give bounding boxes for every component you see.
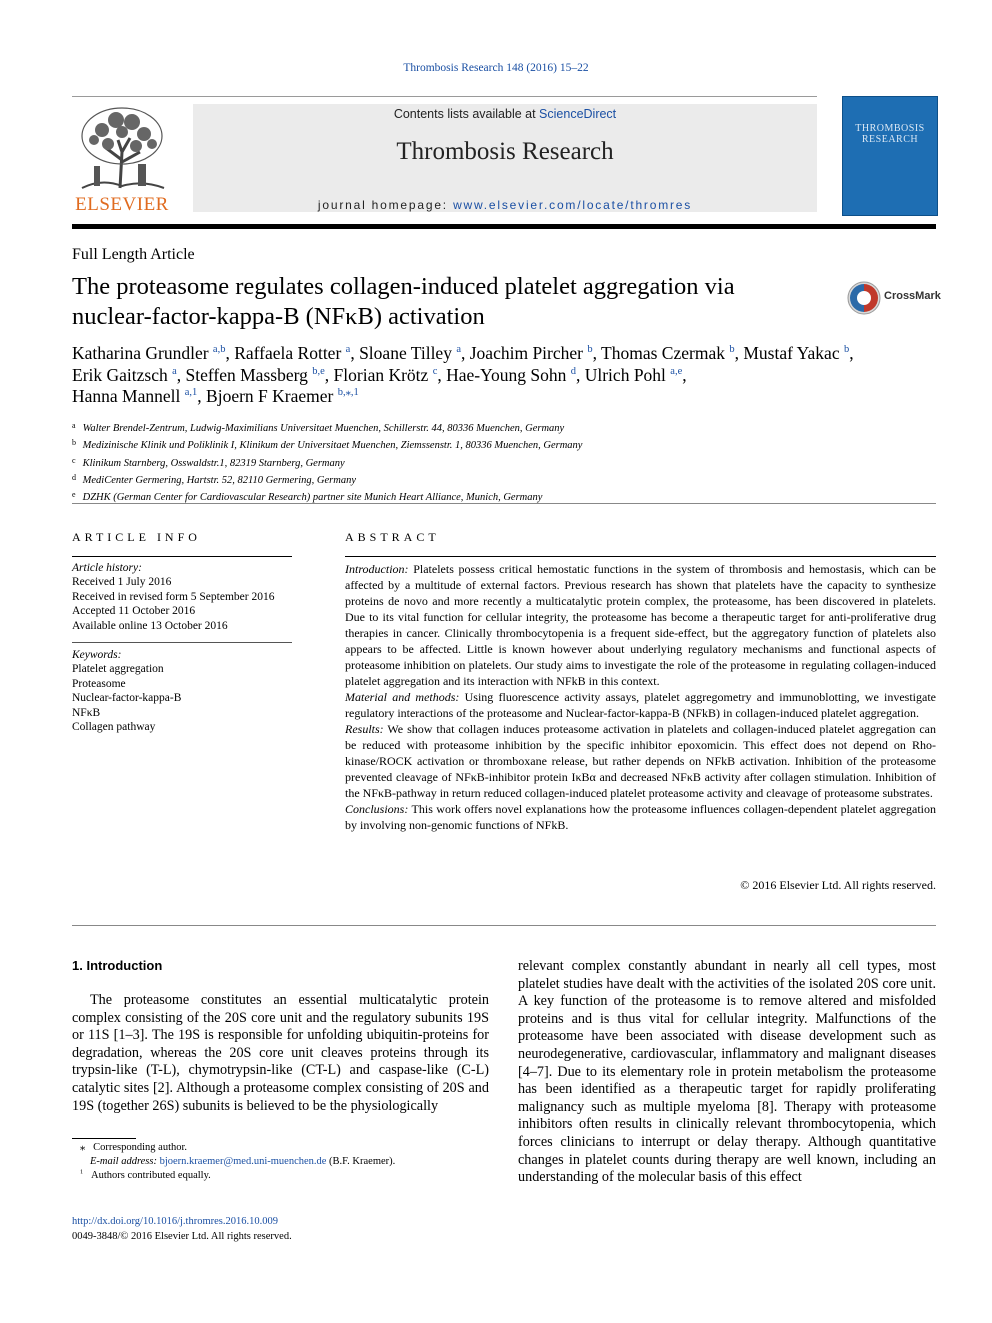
author-affiliation-marker[interactable]: b,e: [312, 365, 325, 377]
abstract-rule: [345, 556, 936, 557]
affiliation-c: [72, 454, 932, 471]
author-name[interactable]: Ulrich Pohl: [584, 364, 666, 385]
keyword[interactable]: Collagen pathway: [72, 721, 156, 734]
journal-title: Thrombosis Research: [396, 138, 614, 165]
page-footer: [72, 1215, 292, 1244]
keyword[interactable]: Platelet aggregation: [72, 663, 164, 676]
footnote-equal-contribution: [72, 1169, 492, 1183]
footnotes: [72, 1141, 492, 1183]
author-name[interactable]: Mustaf Yakac: [743, 343, 840, 363]
email-link[interactable]: bjoern.kraemer@med.uni-muenchen.de: [159, 1156, 327, 1167]
email-label: E-mail address:: [90, 1156, 157, 1167]
affiliation-rule: [72, 503, 936, 504]
history-online: Available online 13 October 2016: [72, 619, 228, 632]
contents-line: [193, 107, 817, 121]
keywords-heading: Keywords:: [72, 649, 122, 661]
affiliation-text: DZHK (German Center for Cardiovascular Research) partner site Munich Heart Alliance, Munich, Germany: [82, 492, 543, 504]
section-heading-introduction: 1. Introduction: [72, 958, 163, 973]
abstract-body: [345, 561, 936, 833]
author-affiliation-marker[interactable]: c: [432, 365, 438, 377]
footnote-corresponding: [72, 1141, 492, 1155]
journal-cover-thumbnail[interactable]: [842, 96, 938, 216]
abstract-text: Using fluorescence activity assays, platelet aggregometry and immunoblotting, we investigate regulatory interactions of the proteasome and Nuclear-factor-kappa-B (NFkB) in collagen-induced platelet aggregation.: [345, 690, 936, 720]
footnote-rule: [72, 1138, 136, 1139]
history-accepted: Accepted 11 October 2016: [72, 605, 196, 618]
article-title: [72, 272, 832, 332]
body-column-left: [72, 992, 489, 1115]
author-name[interactable]: Katharina Grundler: [72, 343, 209, 363]
history-revised: Received in revised form 5 September 2016: [72, 590, 275, 603]
affiliation-d: [72, 471, 932, 488]
author-affiliation-marker[interactable]: a: [345, 344, 351, 356]
affiliation-key: e: [72, 490, 76, 500]
keyword[interactable]: NFκB: [72, 706, 101, 719]
journal-citation-link[interactable]: Thrombosis Research 148 (2016) 15–22: [403, 62, 589, 74]
author-affiliation-marker[interactable]: d: [570, 365, 576, 377]
abstract-conclusions: [345, 801, 936, 833]
article-type: Full Length Article: [72, 246, 195, 263]
doi-link[interactable]: http://dx.doi.org/10.1016/j.thromres.2016.10.009: [72, 1216, 279, 1227]
sciencedirect-link[interactable]: ScienceDirect: [539, 107, 617, 121]
abstract-introduction: [345, 561, 936, 689]
author-name[interactable]: Steffen Massberg: [185, 364, 308, 385]
body-column-right: [518, 958, 936, 1187]
body-paragraph: The proteasome constitutes an essential multicatalytic protein complex consisting of the 20S core unit and the regulatory subunits 19S or 11S [1–3]. The 19S is responsible for unfolding ubiquitin-proteins for degradation, whereas the 20S core unit cleaves proteins through its trypsin-like (T-L), chymotrypsin-like (CT-L) and caspase-like (C-L) catalytic sites [2]. Although a proteasome complex consisting of 20S and 19S (together 26S) subunits is believed to be the physiologically: [72, 992, 489, 1114]
abstract-label: Results:: [345, 722, 384, 736]
author-affiliation-marker[interactable]: a: [172, 365, 177, 377]
keyword[interactable]: Proteasome: [72, 677, 126, 690]
keywords-rule: [72, 642, 292, 643]
author-name[interactable]: Hae-Young Sohn: [446, 364, 567, 385]
author-line-3: Hanna Mannell $^{a,1}$, Bjoern F Kraemer $^{b,⁎,1}$: [72, 386, 359, 407]
homepage-link[interactable]: www.elsevier.com/locate/thromres: [453, 198, 693, 212]
header-top-rule: [72, 96, 817, 97]
elsevier-logo: [72, 100, 172, 216]
keywords-block: [72, 648, 292, 734]
affiliation-b: [72, 436, 932, 453]
author-name[interactable]: Thomas Czermak: [601, 343, 725, 363]
author-affiliation-marker[interactable]: a: [456, 344, 461, 356]
abstract-copyright: © 2016 Elsevier Ltd. All rights reserved.: [740, 878, 936, 892]
affiliation-key: a: [72, 421, 76, 430]
abstract-label: Material and methods:: [345, 690, 460, 704]
abstract-label: Introduction:: [345, 562, 409, 576]
abstract-results: [345, 721, 936, 801]
homepage-prefix: journal homepage:: [317, 198, 454, 212]
footnote-mark: ⁎: [80, 1142, 86, 1153]
article-info-rule: [72, 556, 292, 557]
author-affiliation-marker[interactable]: b,⁎,1: [337, 387, 359, 399]
affiliation-a: [72, 419, 932, 436]
issn-line: 0049-3848/© 2016 Elsevier Ltd. All rights reserved.: [72, 1230, 292, 1242]
cover-title: THROMBOSIS RESEARCH: [855, 123, 925, 145]
keyword[interactable]: Nuclear-factor-kappa-B: [72, 692, 182, 705]
footnote-text: Corresponding author.: [93, 1142, 188, 1153]
author-affiliation-marker[interactable]: a,1: [184, 387, 198, 399]
affiliation-text: MediCenter Germering, Hartstr. 52, 82110 Germering, Germany: [82, 474, 356, 486]
email-suffix: (B.F. Kraemer).: [326, 1156, 396, 1167]
author-affiliation-marker[interactable]: a,e: [670, 365, 683, 377]
abstract-text: We show that collagen induces proteasome activation in platelets and collagen-induced platelet aggregation can be reduced with proteasome inhibition by the specific inhibitor epoxomicin. This effect does not depend on Rho-kinase/ROCK activation or thromboxane release, but rather depends on NFkB activation. Inhibition of the proteasome prevented cleavage of NFκB-inhibitor protein IκBα and decreased NFκB activity after collagen stimulation. Inhibition of the NFκB-pathway in return reduced collagen-induced platelet proteasome activity and cleavage of proteasome substrates.: [345, 722, 936, 800]
body-paragraph: relevant complex constantly abundant in nearly all cell types, most platelet studies have dealt with the activities of the isolated 20S core unit. A key function of the proteasome is to remove altered and misfolded proteins and is thus vital for cellular integrity. Malfunctions of the proteasome have been associated with disease development such as neurodegenerative, cardiovascular, inflammatory and malignant diseases [4–7]. Due to its elementary role in protein metabolism the proteasome has been identified as a therapeutic target for rapidly proliferating malignancy such as multiple myeloma [8]. Therapy with proteasome inhibitors often results in clinically relevant thrombocytopenia, which forces clinicians to interrupt or delay therapy. Although quantitative changes in platelet counts during therapy are well known, including an understanding of the molecular basis of this effect: [518, 958, 936, 1186]
crossmark-icon: [846, 280, 882, 316]
elsevier-wordmark: ELSEVIER: [75, 194, 169, 215]
abstract-text: This work offers novel explanations how the proteasome influences collagen-dependent platelet aggregation by involving non-genomic functions of NFkB.: [345, 802, 936, 832]
author-name[interactable]: Bjoern F Kraemer: [206, 386, 334, 407]
crossmark-label: CrossMark: [884, 290, 941, 302]
affiliation-key: d: [72, 472, 76, 482]
author-line-1: Katharina Grundler $^{a,b}$, Raffaela Rotter $^a$, Sloane Tilley $^a$, Joachim Pircher $^b$, Thomas Czermak $^b$, Mustaf Yakac $^b$,: [72, 343, 854, 363]
affiliation-key: b: [72, 438, 76, 448]
abstract-label: Conclusions:: [345, 802, 409, 816]
author-name[interactable]: Sloane Tilley: [359, 343, 452, 363]
author-name[interactable]: Joachim Pircher: [469, 343, 583, 363]
footnote-mark: 1: [80, 1168, 84, 1176]
abstract-text: Platelets possess critical hemostatic functions in the system of thrombosis and hemostasis, which can be affected by a multitude of external factors. Previous research has shown that platelets have the capacity to synthesize proteins de novo and more recently a multicatalytic protein complex, the proteasome, has been discovered in platelets. Due to its vital function for cellular integrity, the proteasome has become a therapeutic target for anti-proliferative drug therapies in cancer. Clinically thrombocytopenia is a frequent side-effect, but the aggregatory function of platelets also appears to be affected. Little is known however about underlying regulatory mechanisms and functional aspects of proteasome inhibition on platelets. Our study aims to investigate the role of the proteasome in regulating collagen-induced platelet aggregation and its interaction with NFkB in this context.: [345, 562, 936, 688]
footnote-email: [72, 1155, 492, 1169]
author-name[interactable]: Hanna Mannell: [72, 386, 181, 407]
abstract-heading: ABSTRACT: [345, 530, 440, 544]
affiliation-text: Walter Brendel-Zentrum, Ludwig-Maximilians Universitaet Muenchen, Schillerstr. 44, 80336 Muenchen, Germany: [82, 423, 565, 434]
crossmark-badge[interactable]: [846, 280, 941, 316]
author-list: [72, 343, 942, 408]
author-name[interactable]: Erik Gaitzsch: [72, 364, 168, 385]
affiliation-text: Medizinische Klinik und Poliklinik I, Klinikum der Universitaet Muenchen, Ziemssenstr. 1, 80336 Muenchen, Germany: [82, 440, 583, 452]
abstract-methods: [345, 689, 936, 721]
footnote-text: Authors contributed equally.: [91, 1170, 211, 1181]
author-affiliation-marker[interactable]: b: [729, 344, 735, 356]
affiliation-key: c: [72, 455, 76, 465]
title-line-1: The proteasome regulates collagen-induced platelet aggregation via: [72, 273, 735, 300]
author-affiliation-marker[interactable]: b: [843, 344, 850, 356]
author-line-2: Erik Gaitzsch $^a$, Steffen Massberg $^{b,e}$, Florian Krötz $^c$, Hae-Young Sohn $^d$, Ulrich Pohl $^{a,e}$,: [72, 364, 687, 385]
title-line-2: nuclear-factor-kappa-B (NFκB) activation: [72, 303, 485, 330]
article-history: [72, 561, 292, 633]
history-heading: Article history:: [72, 562, 142, 574]
affiliation-text: Klinikum Starnberg, Osswaldstr.1, 82319 Starnberg, Germany: [82, 457, 345, 469]
affiliation-list: [72, 419, 932, 505]
header-thick-rule: [72, 224, 936, 229]
history-received: Received 1 July 2016: [72, 576, 172, 589]
body-top-rule: [72, 925, 936, 926]
article-info-heading: ARTICLE INFO: [72, 530, 201, 544]
author-name[interactable]: Raffaela Rotter: [234, 343, 342, 363]
author-affiliation-marker[interactable]: a,b: [212, 344, 226, 356]
author-affiliation-marker[interactable]: b: [587, 344, 593, 356]
author-name[interactable]: Florian Krötz: [333, 364, 429, 385]
journal-homepage-line: [193, 198, 817, 212]
contents-prefix: Contents lists available at: [393, 107, 540, 121]
